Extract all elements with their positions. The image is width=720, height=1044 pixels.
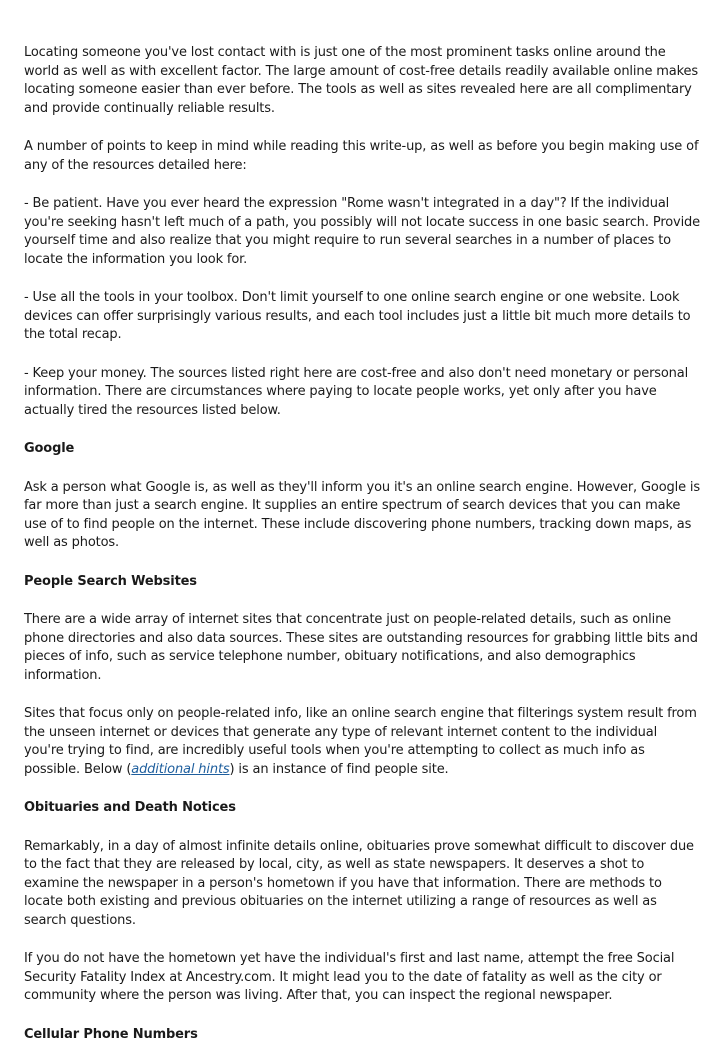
intro-paragraph: Locating someone you've lost contact with is just one of the most prominent tasks online around the world as well as with excellent factor. The large amount of cost-free details readily available online makes locating someone easier than ever before. The tools as well as sites revealed here are all complimentary and provide continually reliable results.	[24, 44, 700, 118]
people-sites-text-before: Sites that focus only on people-related info, like an online search engine that filterings system result from the unseen internet or devices that generate any type of relevant internet content to the individual you're trying to find, are incredibly useful tools when you're attempting to collect as much info as possible. Below (	[24, 706, 697, 777]
people-sites-paragraph	[24, 705, 700, 779]
tip-use-all-tools: - Use all the tools in your toolbox. Don't limit yourself to one online search engine or one website. Look devices can offer surprisingly various results, and each tool includes just a little bit much more details to the total recap.	[24, 289, 700, 345]
tip-be-patient: - Be patient. Have you ever heard the expression "Rome wasn't integrated in a day"? If the individual you're seeking hasn't left much of a path, you possibly will not locate success in one basic search. Provide yourself time and also realize that you might require to run several searches in a number of places to locate the information you look for.	[24, 195, 700, 269]
people-search-paragraph: There are a wide array of internet sites that concentrate just on people-related details, such as online phone directories and also data sources. These sites are outstanding resources for grabbing little bits and pieces of info, such as service telephone number, obituary notifications, and also demographics information.	[24, 611, 700, 685]
heading-cellular-phone: Cellular Phone Numbers	[24, 1026, 700, 1044]
people-sites-text-after: ) is an instance of find people site.	[230, 762, 449, 777]
heading-google: Google	[24, 440, 700, 459]
additional-hints-link[interactable]: additional hints	[131, 762, 229, 777]
obituaries-paragraph: Remarkably, in a day of almost infinite details online, obituaries prove somewhat difficult to discover due to the fact that they are released by local, city, as well as state newspapers. It deserves a shot to examine the newspaper in a person's hometown if you have that information. There are methods to locate both existing and previous obituaries on the internet utilizing a range of resources as well as search questions.	[24, 838, 700, 931]
heading-people-search: People Search Websites	[24, 573, 700, 592]
ssdi-paragraph: If you do not have the hometown yet have the individual's first and last name, attempt the free Social Security Fatality Index at Ancestry.com. It might lead you to the date of fatality as well as the city or community where the person was living. After that, you can inspect the regional newspaper.	[24, 950, 700, 1006]
tip-keep-money: - Keep your money. The sources listed right here are cost-free and also don't need monetary or personal information. There are circumstances where paying to locate people works, yet only after you have actually tired the resources listed below.	[24, 365, 700, 421]
heading-obituaries: Obituaries and Death Notices	[24, 799, 700, 818]
google-paragraph: Ask a person what Google is, as well as they'll inform you it's an online search engine. However, Google is far more than just a search engine. It supplies an entire spectrum of search devices that you can make use of to find people on the internet. These include discovering phone numbers, tracking down maps, as well as photos.	[24, 479, 700, 553]
tips-intro-paragraph: A number of points to keep in mind while reading this write-up, as well as before you begin making use of any of the resources detailed here:	[24, 138, 700, 175]
